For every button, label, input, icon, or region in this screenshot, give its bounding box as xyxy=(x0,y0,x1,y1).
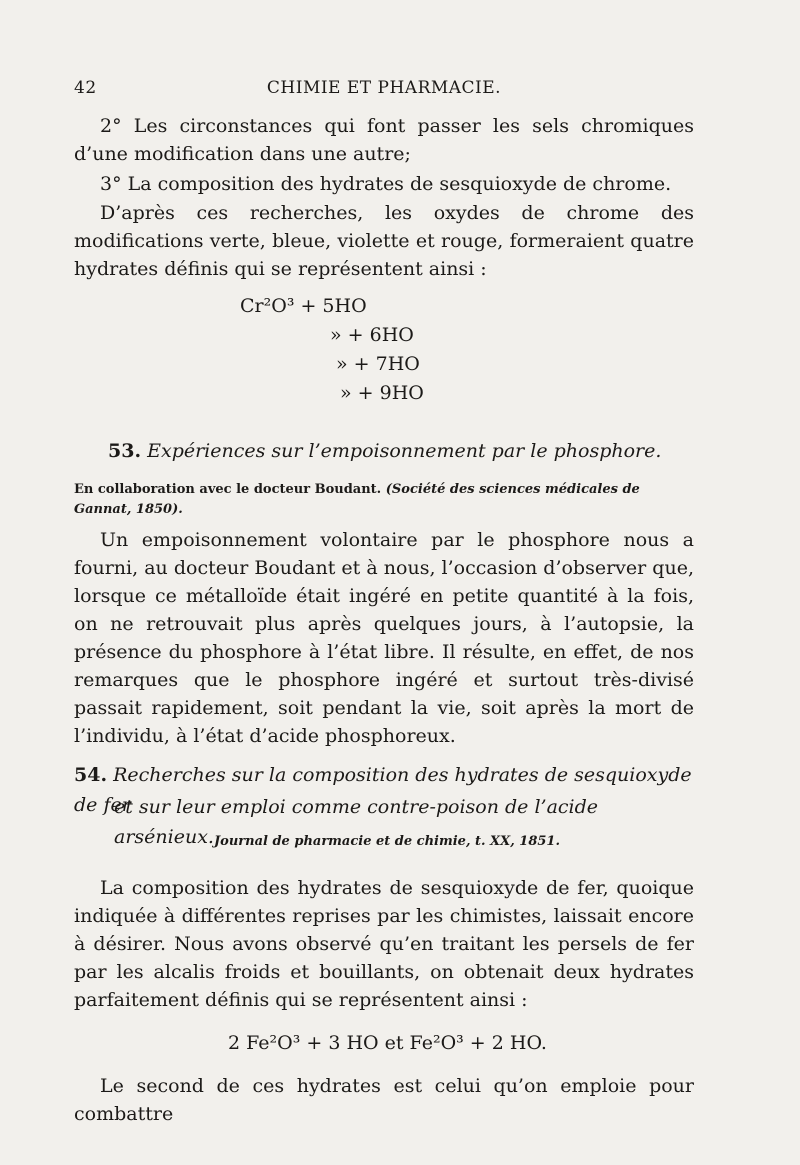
chromium-hydrate-formulas xyxy=(240,292,540,408)
section-53-heading xyxy=(108,436,694,466)
section-53-body: Un empoisonnement volontaire par le phosphore nous a fourni, au docteur Boudant et à nous, l’occasion d’observer que, lorsque ce métalloïde était ingéré en petite quantité à la fois, on ne retrouvait plus après quelques jours, à l’autopsie, la présence du phosphore à l’état libre. Il résulte, en effet, de nos remarques que le phosphore ingéré et surtout très-divisé passait rapidement, soit pendant la vie, soit après la mort de l’individu, à l’état d’acide phosphoreux. xyxy=(74,529,694,747)
section-title-line-2: et sur leur emploi comme contre-poison de l’acide arsénieux. xyxy=(114,796,599,848)
section-54-note xyxy=(214,832,674,852)
running-head: CHIMIE ET PHARMACIE. xyxy=(266,78,502,98)
intro-item-3: 3° La composition des hydrates de sesquioxyde de chrome. xyxy=(100,173,672,195)
note-collaboration: En collaboration avec le docteur Boudant. xyxy=(74,482,382,497)
page-number: 42 xyxy=(74,78,97,98)
intro-paragraph: D’après ces recherches, les oxydes de chrome des modifications verte, bleue, violette et rouge, formeraient quatre hydrates définis qui se représentent ainsi : xyxy=(74,202,694,280)
section-number: 54. xyxy=(74,764,108,786)
section-number: 53. xyxy=(108,440,142,462)
formula-line: » + 6HO xyxy=(330,324,414,346)
section-54-body: La composition des hydrates de sesquioxyde de fer, quoique indiquée à différentes reprises par les chimistes, laissait encore à désirer. Nous avons observé qu’en traitant les persels de fer par les alcalis froids et bouillants, on obtenait deux hydrates parfaitement définis qui se représentent ainsi : xyxy=(74,877,694,1011)
iron-hydrate-equation: 2 Fe²O³ + 3 HO et Fe²O³ + 2 HO. xyxy=(228,1032,547,1054)
section-54-last-line: Le second de ces hydrates est celui qu’on emploie pour combattre xyxy=(74,1075,694,1125)
intro-item-2: 2° Les circonstances qui font passer les sels chromiques d’une modification dans une autre; xyxy=(74,115,694,165)
note-source: Journal de pharmacie et de chimie, t. XX, 1851. xyxy=(214,834,560,849)
formula-line: Cr²O³ + 5HO xyxy=(240,295,367,317)
formula-line: » + 9HO xyxy=(340,382,424,404)
note-source: (Société des sciences médicales de Gannat, 1850). xyxy=(74,482,640,517)
section-53-note xyxy=(74,480,694,520)
section-title: Expériences sur l’empoisonnement par le phosphore. xyxy=(147,440,662,462)
section-title-line-1: Recherches sur la composition des hydrates de sesquioxyde de fer xyxy=(74,764,692,816)
formula-line: » + 7HO xyxy=(336,353,420,375)
page-header xyxy=(74,72,694,102)
